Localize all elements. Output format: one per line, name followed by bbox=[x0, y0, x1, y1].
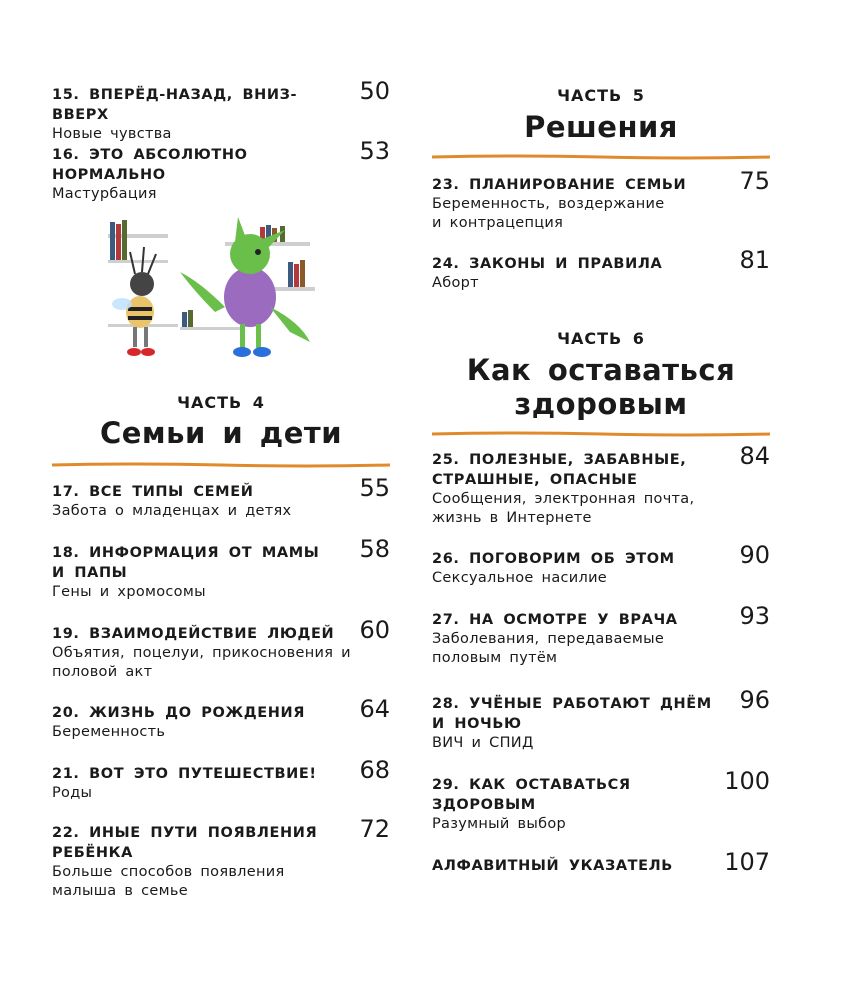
toc-entry-index[interactable]: АЛФАВИТНЫЙ УКАЗАТЕЛЬ 107 bbox=[432, 848, 770, 876]
part-4-divider bbox=[52, 462, 390, 468]
toc-entry-19[interactable]: 19. ВЗАИМОДЕЙСТВИЕ ЛЮДЕЙ Объятия, поцелуи, прикосновения и половой акт 60 bbox=[52, 616, 390, 680]
toc-entry-24[interactable]: 24. ЗАКОНЫ И ПРАВИЛА Аборт 81 bbox=[432, 246, 770, 291]
toc-entry-16[interactable]: 16. ЭТО АБСОЛЮТНО НОРМАЛЬНО Мастурбация 53 bbox=[52, 137, 390, 202]
part-4-title: Семьи и дети bbox=[99, 416, 343, 450]
part-4-label: ЧАСТЬ 4 bbox=[177, 393, 265, 412]
part-6-divider bbox=[432, 431, 770, 437]
illustration-birds-library bbox=[100, 212, 315, 367]
toc-entry-20[interactable]: 20. ЖИЗНЬ ДО РОЖДЕНИЯ Беременность 64 bbox=[52, 695, 390, 740]
part-6-label: ЧАСТЬ 6 bbox=[557, 329, 645, 348]
part-5-divider bbox=[432, 154, 770, 160]
toc-entry-17[interactable]: 17. ВСЕ ТИПЫ СЕМЕЙ Забота о младенцах и детях 55 bbox=[52, 474, 390, 519]
toc-entry-26[interactable]: 26. ПОГОВОРИМ ОБ ЭТОМ Сексуальное насилие 90 bbox=[432, 541, 770, 586]
toc-entry-29[interactable]: 29. КАК ОСТАВАТЬСЯ ЗДОРОВЫМ Разумный выбор 100 bbox=[432, 767, 770, 832]
toc-entry-18[interactable]: 18. ИНФОРМАЦИЯ ОТ МАМЫ И ПАПЫ Гены и хромосомы 58 bbox=[52, 535, 390, 600]
toc-entry-22[interactable]: 22. ИНЫЕ ПУТИ ПОЯВЛЕНИЯ РЕБЁНКА Больше способов появления малыша в семье 72 bbox=[52, 815, 390, 899]
toc-entry-23[interactable]: 23. ПЛАНИРОВАНИЕ СЕМЬИ Беременность, воздержание и контрацепция 75 bbox=[432, 167, 770, 231]
part-5-title: Решения bbox=[524, 110, 678, 144]
part-5-label: ЧАСТЬ 5 bbox=[557, 86, 645, 105]
toc-entry-27[interactable]: 27. НА ОСМОТРЕ У ВРАЧА Заболевания, передаваемые половым путём 93 bbox=[432, 602, 770, 666]
toc-entry-15[interactable]: 15. ВПЕРЁД-НАЗАД, ВНИЗ-ВВЕРХ Новые чувства 50 bbox=[52, 77, 390, 142]
toc-entry-21[interactable]: 21. ВОТ ЭТО ПУТЕШЕСТВИЕ! Роды 68 bbox=[52, 756, 390, 801]
toc-entry-25[interactable]: 25. ПОЛЕЗНЫЕ, ЗАБАВНЫЕ, СТРАШНЫЕ, ОПАСНЫЕ Сообщения, электронная почта, жизнь в Интернете 84 bbox=[432, 442, 770, 526]
part-6-title: Как оставаться здоровым bbox=[466, 353, 736, 421]
toc-entry-28[interactable]: 28. УЧЁНЫЕ РАБОТАЮТ ДНЁМ И НОЧЬЮ ВИЧ и СПИД 96 bbox=[432, 686, 770, 751]
